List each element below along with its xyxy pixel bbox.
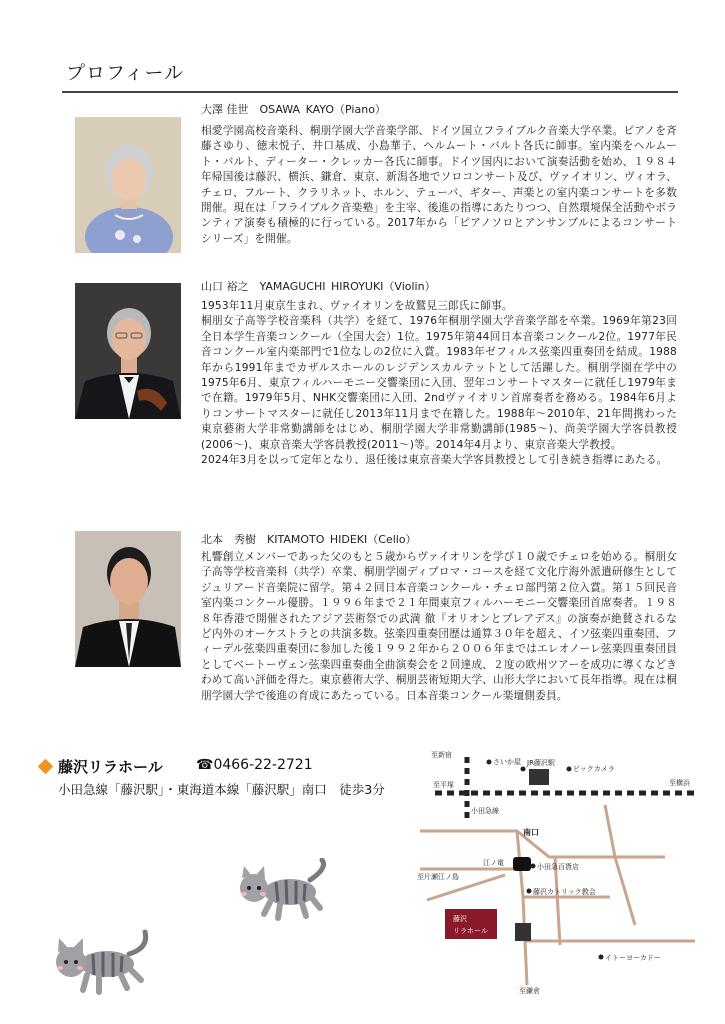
map-label: 至鎌倉 [519,987,540,995]
map-label: 至平塚 [433,781,454,789]
map-label: 至片瀬江ノ島 [417,873,459,881]
bio-paragraph: 桐朋女子高等学校音楽科（共学）を経て、1976年桐朋学園大学音楽学部を卒業。1969年第23回全日本学生音楽コンクール（全国大会）1位。1975年第44回日本音楽コンクール2位。1977年民音コンクール室内楽部門で1位なしの2位に入賞。1983年ゼフィルス弦楽四重奏団を結成。1988年から1991年までカザルスホールのレジデンスカルテットとして活躍した。桐朋学園在学中の1975年6月、東京フィルハーモニー交響楽団に入団、翌年コンサートマスターに就任し1979年まで在籍。1979年5月、NHK交響楽団に入団、2ndヴァイオリン首席奏者を務める。1984年6月よりコンサートマスターに就任し2013年11月まで在籍した。1988年〜2010年、21年間携わった東京藝術大学非常勤講師をはじめ、桐朋学園大学非常勤講師(1985〜)、尚美学園大学客員教授(2006〜)、東京音楽大学客員教授(2011〜)等。2014年4月より、東京音楽大学教授。 [201,315,677,451]
venue-phone: ☎0466-22-2721 [196,757,313,773]
portrait-photo-osawa [75,117,181,253]
profile-name-yamaguchi: 山口 裕之 YAMAGUCHI HIROYUKI（Violin） [201,280,436,293]
page-title: プロフィール [66,62,185,84]
portrait-photo-yamaguchi [75,283,181,419]
map-label: JR藤沢駅 [527,759,555,767]
map-label: ビックカメラ [573,765,615,773]
cat-illustration-icon [45,928,155,1002]
map-label: イトーヨーカドー [605,954,661,962]
bio-paragraph: 札響創立メンバーであった父のもと５歳からヴァイオリンを学び１０歳でチェロを始める。桐朋女子高等学校音楽科（共学）卒業、桐朋学園ディプロマ・コースを経て文化庁海外派遣研修生としてジュリアード音楽院に留学。第４２回日本音楽コンクール・チェロ部門第２位入賞。第１５回民音室内楽コンクール優勝。１９９６年まで２１年間東京フィルハーモニー交響楽団首席奏者。１９８８年香港で開催されたアジア芸術祭での武満 徹『オリオンとプレアデス』の演奏が絶賛されるなど内外のオーケストラとの共演多数。弦楽四重奏団歴は通算３０年を超え、イソ弦楽四重奏団、フィーデル弦楽四重奏団に参加した後１９９２年から２００６年まではエレオノーレ弦楽四重奏団員としてベートーヴェン弦楽四重奏曲全曲演奏会を２回達成、２度の欧州ツアーを成功に導くなどきわめて高い評価を得た。東京藝術大学、桐朋芸術短期大学、山形大学において長年指導。現在は桐朋学園大学で後進の育成にあたっている。日本音楽コンクール楽壇側委員。 [201,551,677,702]
map-label: さいか屋 [493,758,521,766]
map-label: 江ノ電 [483,859,504,867]
profile-bio-kitamoto [201,550,677,704]
map-label: 南口 [523,828,539,837]
jr-station-building-icon [529,769,549,785]
profile-bio-yamaguchi [201,299,677,468]
title-divider [62,91,678,93]
hall-building-icon [515,923,531,941]
bio-paragraph: 1953年11月東京生まれ、ヴァイオリンを故鷲見三郎氏に師事。 [201,300,513,312]
map-label: 至横浜 [669,779,690,787]
profile-name-osawa: 大澤 佳世 OSAWA KAYO（Piano） [201,103,386,116]
map-label: 至新宿 [431,751,452,759]
portrait-photo-kitamoto [75,531,181,667]
profile-bio-osawa [201,124,677,247]
profile-name-kitamoto: 北本 秀樹 KITAMOTO HIDEKI（Cello） [201,533,417,546]
map-label: 小田急線 [471,807,499,815]
bio-paragraph: 2024年3月を以って定年となり、退任後は東京音楽大学客員教授として引き続き指導にあたる。 [201,454,668,467]
venue-access: 小田急線「藤沢駅」・東海道本線「藤沢駅」南口 徒歩3分 [58,782,385,797]
diamond-bullet-icon [38,759,54,775]
venue-name: 藤沢リラホール [58,758,163,776]
cat-illustration-icon [230,858,330,932]
access-map [405,745,705,995]
map-label: 小田急百貨店 [537,863,579,871]
bio-paragraph: 相愛学園高校音楽科、桐朋学園大学音楽学部、ドイツ国立フライブルク音楽大学卒業。ピアノを斉藤さゆり、徳末悦子、井口基成、小島華子、ヘルムート・バルト各氏に師事。室内楽をヘルムート・バルト、ディーター・クレッカー各氏に師事。ドイツ国内において演奏活動を始め、１９８４年帰国後は藤沢、横浜、鎌倉、東京、新潟各地でソロコンサート及び、ヴァイオリン、ヴィオラ、チェロ、フルート、クラリネット、ホルン、テューバ、ギター、声楽との室内楽コンサートを多数開催。現在は「フライブルク音楽塾」を主宰、後進の指導にあたりつつ、自然環境保全活動やボランティア演奏も積極的に行っている。2017年から「ピアノソロとアンサンブルによるコンサートシリーズ」を開催。 [201,125,677,245]
map-label: リラホール [453,927,488,935]
map-label: 藤沢カトリック教会 [533,888,596,896]
map-label: 藤沢 [453,915,467,923]
bus-icon [513,857,531,871]
